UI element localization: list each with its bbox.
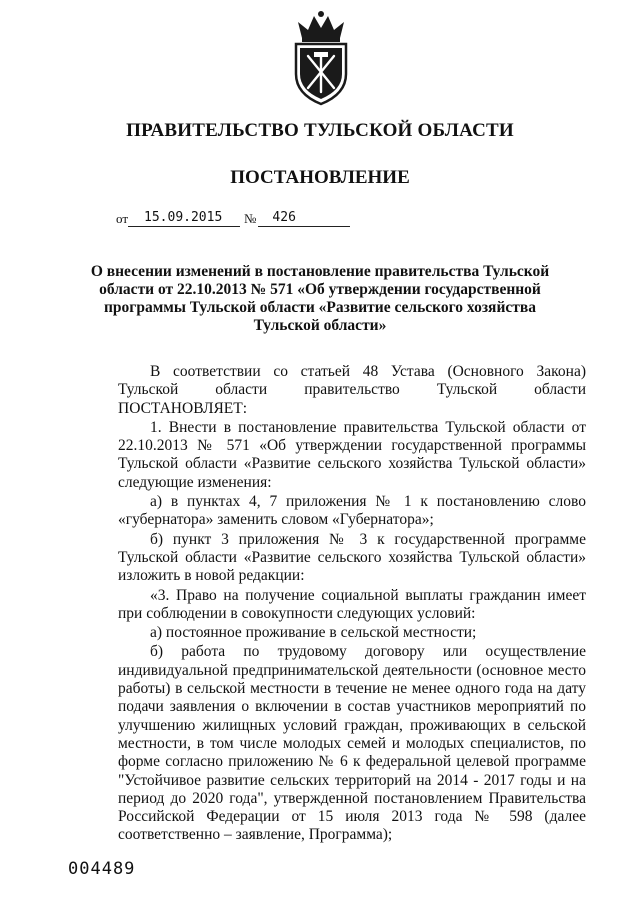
paragraph-condition-b: б) работа по трудовому договору или осуществление индивидуальной предпринимательской деятельности (основное место работы) в сельской местности в течение не менее одного года на дату подачи заявления о включении в состав участников мероприятий по улучшению жилищных условий граждан, проживающих в сельской местности, в том числе молодых семей и молодых специалистов, по форме согласно приложению № 6 к федеральной целевой программе "Устойчивое развитие сельских территорий на 2014 - 2017 годы и на период до 2020 года", утвержденной постановлением Правительства Российской Федерации от 15 июля 2013 года № 598 (далее соответственно – заявление, Программа); [118, 643, 586, 844]
coat-of-arms-icon [288, 8, 354, 106]
number-label: № [244, 211, 257, 226]
government-title: ПРАВИТЕЛЬСТВО ТУЛЬСКОЙ ОБЛАСТИ [126, 120, 514, 141]
date-label: от [116, 211, 129, 226]
number-value: 426 [258, 210, 350, 227]
paragraph-subitem-a: а) в пунктах 4, 7 приложения № 1 к постановлению слово «губернатора» заменить словом «Губернатора»; [118, 493, 586, 529]
document-body [118, 363, 586, 845]
paragraph-preamble: В соответствии со статьей 48 Устава (Основного Закона) Тульской области правительство Тульской области ПОСТАНОВЛЯЕТ: [118, 363, 586, 417]
paragraph-item-1: 1. Внести в постановление правительства Тульской области от 22.10.2013 № 571 «Об утверждении государственной программы Тульской области «Развитие сельского хозяйства Тульской области» следующие изменения: [118, 418, 586, 491]
paragraph-subitem-b: б) пункт 3 приложения № 3 к государственной программе Тульской области «Развитие сельского хозяйства Тульской области» изложить в новой редакции: [118, 530, 586, 585]
date-number-line [116, 210, 350, 227]
document-serial-number: 004489 [68, 859, 136, 879]
paragraph-clause-3: «3. Право на получение социальной выплаты гражданин имеет при соблюдении в совокупности следующих условий: [118, 586, 586, 622]
date-value: 15.09.2015 [128, 210, 240, 227]
document-type: ПОСТАНОВЛЕНИЕ [230, 167, 410, 188]
paragraph-condition-a: а) постоянное проживание в сельской местности; [150, 624, 477, 642]
document-subject: О внесении изменений в постановление правительства Тульской области от 22.10.2013 № 571 «Об утверждении государственной программы Тульской области «Развитие сельского хозяйства Тульской области» [90, 263, 550, 334]
